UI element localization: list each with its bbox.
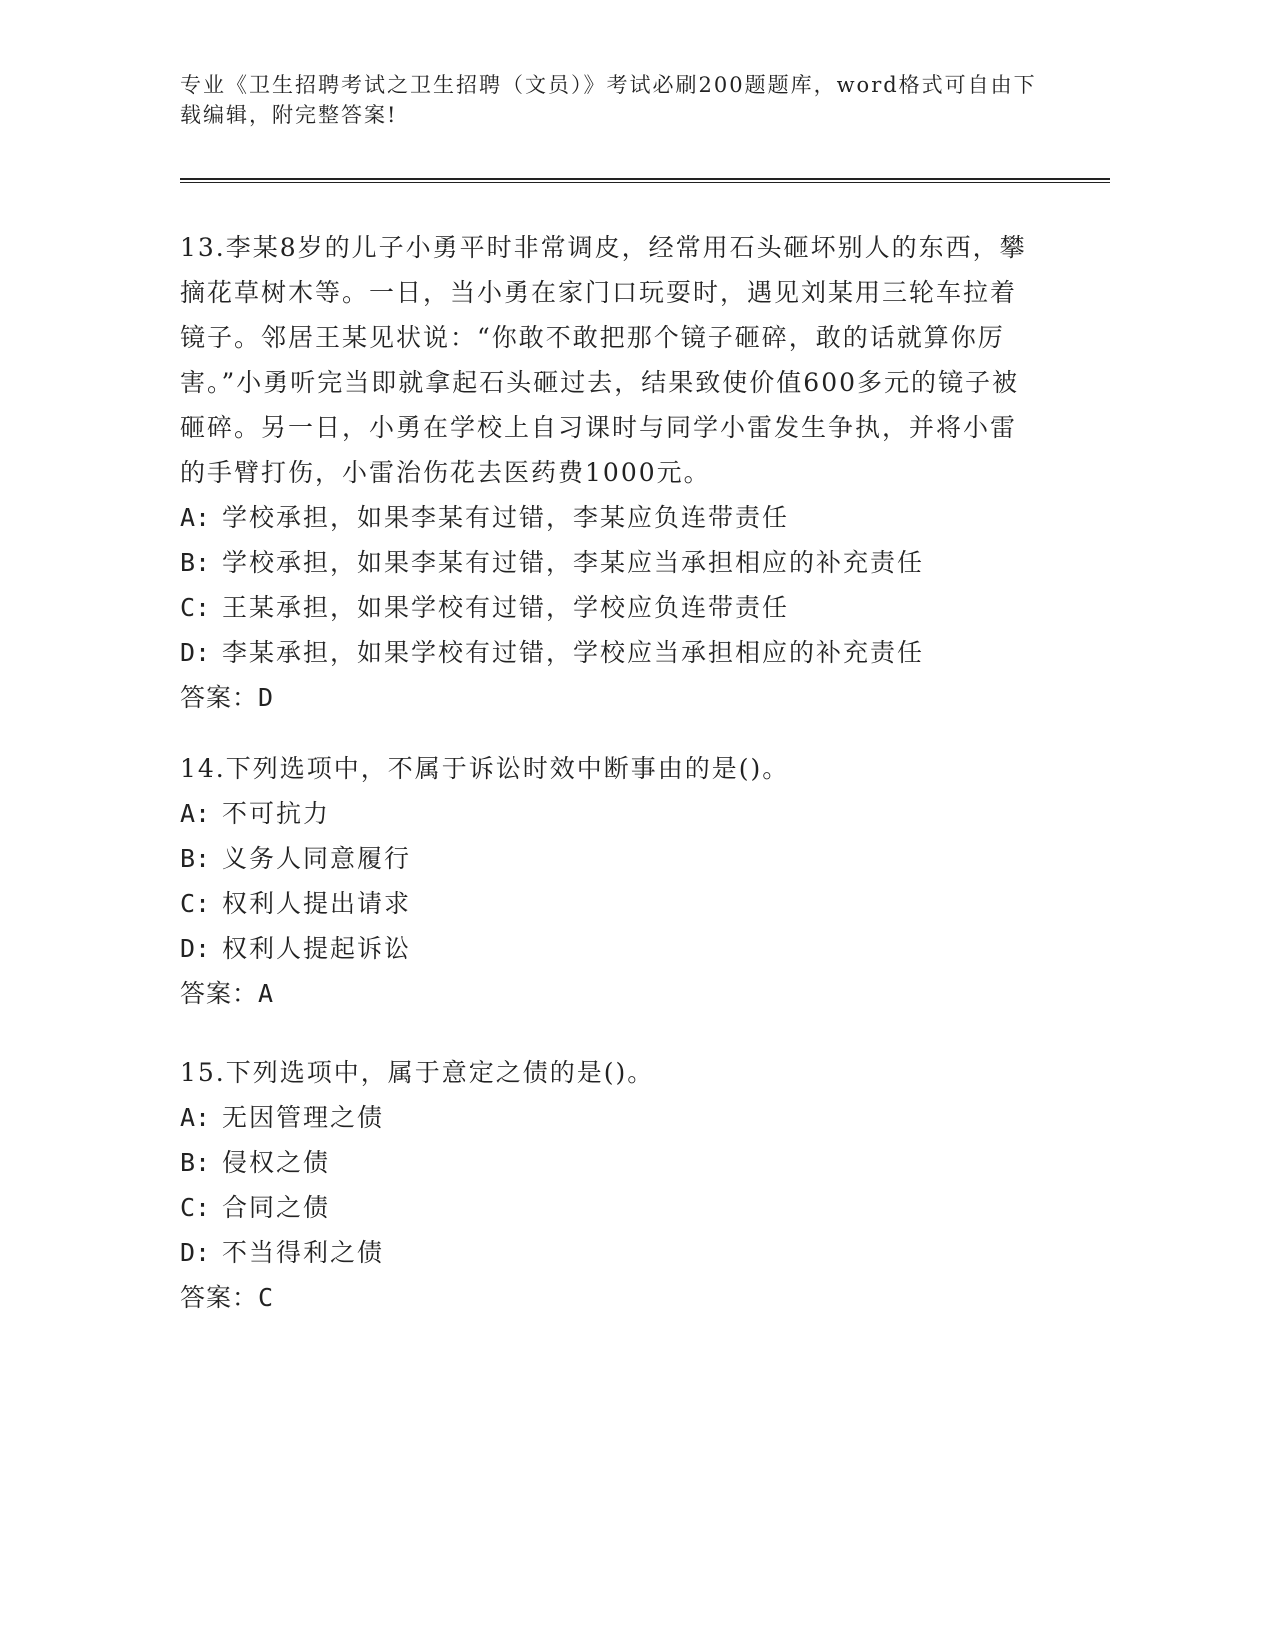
option-text: 无因管理之债 [222, 1103, 385, 1132]
option-text: 权利人提出请求 [222, 889, 412, 918]
option-a [180, 1095, 1040, 1140]
option-key: A: [180, 1103, 211, 1132]
document-header: 专业《卫生招聘考试之卫生招聘（文员）》考试必刷200题题库，word格式可自由下载编辑，附完整答案! [180, 73, 1037, 127]
option-key: A: [180, 799, 211, 828]
question-14 [180, 746, 1040, 1016]
option-text: 学校承担，如果李某有过错，李某应当承担相应的补充责任 [222, 548, 925, 577]
answer-label: 答案： [180, 1283, 259, 1312]
answer-line [180, 1275, 1040, 1320]
question-stem: 14.下列选项中，不属于诉讼时效中断事由的是()。 [180, 754, 790, 783]
option-key: B: [180, 844, 211, 873]
answer-value: D [258, 683, 275, 712]
answer-label: 答案： [180, 979, 259, 1008]
header-divider [180, 178, 1110, 183]
option-c [180, 1185, 1040, 1230]
option-text: 侵权之债 [222, 1148, 331, 1177]
question-15 [180, 1050, 1040, 1320]
option-d [180, 926, 1040, 971]
question-stem: 13.李某8岁的儿子小勇平时非常调皮，经常用石头砸坏别人的东西，攀摘花草树木等。一日，当小勇在家门口玩耍时，遇见刘某用三轮车拉着镜子。邻居王某见状说：“你敢不敢把那个镜子砸碎，敢的话就算你厉害。”小勇听完当即就拿起石头砸过去，结果致使价值600多元的镜子被砸碎。另一日，小勇在学校上自习课时与同学小雷发生争执，并将小雷的手臂打伤，小雷治伤花去医药费1000元。 [180, 233, 1027, 487]
option-key: C: [180, 889, 211, 918]
option-key: C: [180, 593, 211, 622]
option-key: D: [180, 638, 211, 667]
option-d [180, 1230, 1040, 1275]
option-d [180, 630, 1040, 675]
option-key: A: [180, 503, 211, 532]
option-text: 不当得利之债 [222, 1238, 385, 1267]
option-b [180, 836, 1040, 881]
option-b [180, 540, 1040, 585]
answer-value: A [258, 979, 275, 1008]
option-key: D: [180, 1238, 211, 1267]
option-c [180, 585, 1040, 630]
answer-line [180, 675, 1040, 720]
option-key: B: [180, 548, 211, 577]
option-key: B: [180, 1148, 211, 1177]
option-text: 王某承担，如果学校有过错，学校应负连带责任 [222, 593, 790, 622]
option-b [180, 1140, 1040, 1185]
option-a [180, 495, 1040, 540]
option-text: 不可抗力 [222, 799, 331, 828]
option-c [180, 881, 1040, 926]
question-13 [180, 225, 1040, 720]
question-stem: 15.下列选项中，属于意定之债的是()。 [180, 1058, 655, 1087]
option-text: 合同之债 [222, 1193, 331, 1222]
option-key: C: [180, 1193, 211, 1222]
option-text: 学校承担，如果李某有过错，李某应负连带责任 [222, 503, 790, 532]
option-a [180, 791, 1040, 836]
answer-value: C [258, 1283, 275, 1312]
answer-line [180, 971, 1040, 1016]
answer-label: 答案： [180, 683, 259, 712]
option-text: 义务人同意履行 [222, 844, 412, 873]
option-text: 权利人提起诉讼 [222, 934, 412, 963]
option-key: D: [180, 934, 211, 963]
option-text: 李某承担，如果学校有过错，学校应当承担相应的补充责任 [222, 638, 925, 667]
